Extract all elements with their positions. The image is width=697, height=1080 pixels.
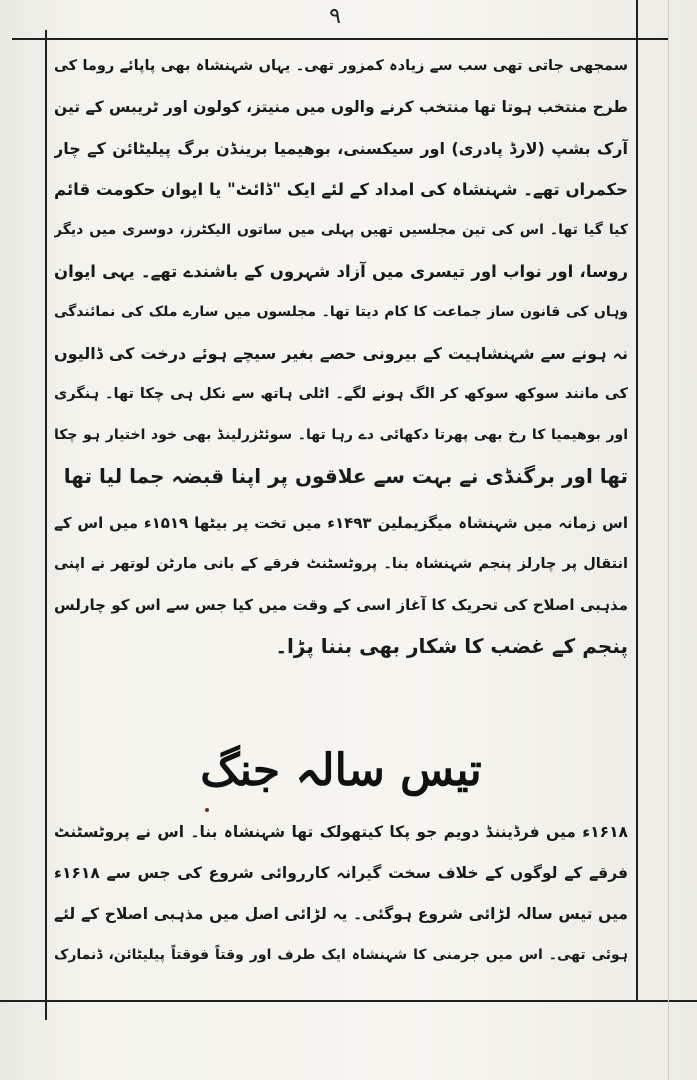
left-frame-rule <box>45 30 47 1020</box>
text-line: فرقے کے لوگوں کے خلاف سخت گیرانہ کارروائی شروع کی جس سے ۱۶۱۸ء <box>54 864 628 882</box>
text-line: کیا گیا تھا۔ اس کی تین مجلسیں تھیں پہلی میں ساتوں الیکٹرز، دوسری میں دیگر <box>54 222 628 238</box>
right-frame-rule <box>636 0 638 1000</box>
text-line: حکمراں تھے۔ شہنشاہ کی امداد کے لئے ایک "ڈائٹ" یا ایوان حکومت قائم <box>54 180 628 199</box>
text-line: طرح منتخب ہوتا تھا منتخب کرنے والوں میں منیتز، کولون اور ٹریبس کے تین <box>54 98 628 116</box>
section-heading: تیس سالہ جنگ <box>200 745 482 796</box>
text-line: وہاں کی قانون ساز جماعت کا کام دیتا تھا۔ مجلسوں میں سارے ملک کی نمائندگی <box>54 304 628 320</box>
text-line: میں تیس سالہ لڑائی شروع ہوگئی۔ یہ لڑائی اصل میں مذہبی اصلاح کے لئے <box>54 905 628 923</box>
text-line: آرک بشپ (لارڈ پادری) اور سیکسنی، بوھیمیا برینڈن برگ پیلیٹائن کے چار <box>54 139 628 158</box>
text-line: کی مانند سوکھ سوکھ کر الگ ہونے لگے۔ اٹلی ہاتھ سے نکل ہی چکا تھا۔ ہنگری <box>54 386 628 402</box>
text-line: انتقال پر چارلز پنجم شہنشاہ بنا۔ پروٹسٹنٹ فرقے کے بانی مارٹن لوتھر نے اپنی <box>54 556 628 572</box>
body-text-bottom <box>54 812 628 976</box>
text-line: سمجھی جاتی تھی سب سے زیادہ کمزور تھی۔ یہاں شہنشاہ بھی پاپائے روما کی <box>54 58 628 74</box>
text-line: ہوئی تھی۔ اس میں جرمنی کا شہنشاہ ایک طرف اور وقتاً فوقتاً پیلیٹائن، ڈنمارک <box>54 947 628 963</box>
section-heading-container <box>54 736 628 806</box>
page-edge <box>668 0 669 1080</box>
body-text-top <box>54 46 628 667</box>
text-line: پنجم کے غضب کا شکار بھی بننا پڑا۔ <box>275 634 628 658</box>
text-line: ۱۶۱۸ء میں فرڈیننڈ دویم جو پکا کیتھولک تھا شہنشاہ بنا۔ اس نے پروٹسٹنٹ <box>54 823 628 841</box>
page-number: ۹ <box>329 4 341 29</box>
text-line: اس زمانہ میں شہنشاہ میگزیملین ۱۴۹۳ء میں تخت پر بیٹھا ۱۵۱۹ء میں اس کے <box>54 514 628 532</box>
text-line: اور بوھیمیا کا رخ بھی پھرتا دکھائی دے رہا تھا۔ سوئٹزرلینڈ بھی خود اختیار ہو چکا <box>54 427 628 443</box>
ink-speck <box>205 808 209 812</box>
bottom-frame-rule <box>0 1000 697 1002</box>
top-frame-rule <box>12 38 669 40</box>
text-line: تھا اور برگنڈی نے بہت سے علاقوں پر اپنا قبضہ جما لیا تھا <box>63 464 628 488</box>
text-line: نہ ہونے سے شہنشاہیت کے بیرونی حصے بغیر سیچے ہوئے درخت کی ڈالیوں <box>54 344 628 363</box>
text-line: روسا، اور نواب اور تیسری میں آزاد شہروں کے باشندے تھے۔ یہی ایوان <box>54 262 628 281</box>
text-line: مذہبی اصلاح کی تحریک کا آغاز اسی کے وقت میں کیا جس سے اس کو چارلس <box>54 596 628 614</box>
